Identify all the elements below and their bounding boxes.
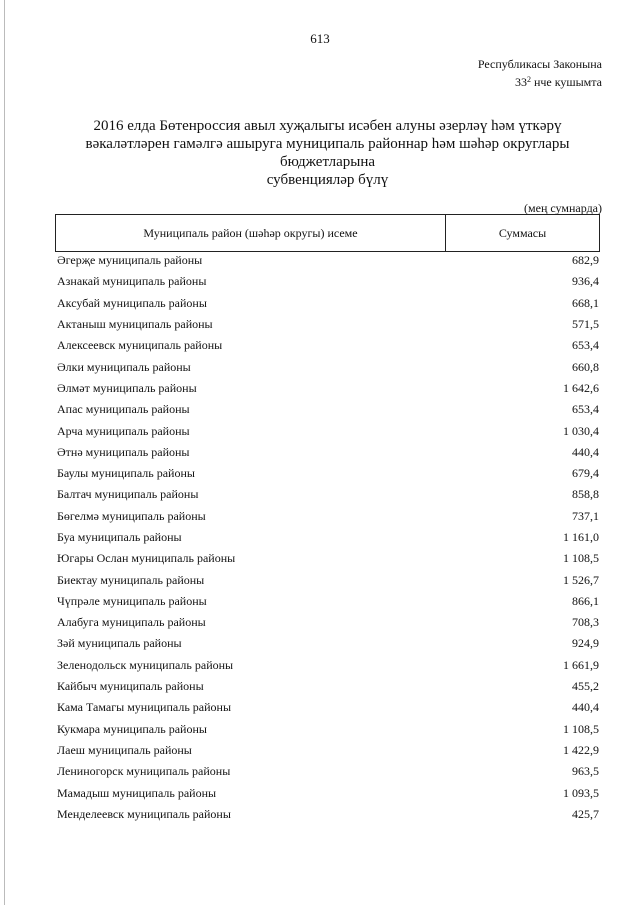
district-name: Югары Ослан муниципаль районы bbox=[57, 551, 236, 566]
table-row bbox=[57, 271, 599, 292]
district-name: Азнакай муниципаль районы bbox=[57, 274, 207, 289]
annex-reference bbox=[478, 56, 602, 90]
table-row bbox=[57, 356, 599, 377]
table-row bbox=[57, 442, 599, 463]
annex-suffix: нче кушымта bbox=[530, 75, 602, 89]
district-name: Менделеевск муниципаль районы bbox=[57, 806, 231, 821]
district-name: Лаеш муниципаль районы bbox=[57, 742, 192, 757]
district-name: Әгерҗе муниципаль районы bbox=[57, 253, 203, 268]
table-row bbox=[57, 612, 599, 633]
subvention-amount: 571,5 bbox=[572, 317, 599, 332]
district-name: Аксубай муниципаль районы bbox=[57, 295, 207, 310]
subvention-amount: 425,7 bbox=[572, 806, 599, 821]
district-name: Алабуга муниципаль районы bbox=[57, 615, 206, 630]
annex-line-1: Республикасы Законына bbox=[477, 57, 602, 71]
subvention-amount: 858,8 bbox=[572, 487, 599, 502]
subvention-amount: 1 108,5 bbox=[563, 551, 599, 566]
subvention-amount: 1 108,5 bbox=[563, 721, 599, 736]
subvention-amount: 1 526,7 bbox=[563, 572, 599, 587]
title-line-3: бюджетларына bbox=[279, 154, 376, 170]
table-row bbox=[57, 782, 599, 803]
district-name: Баулы муниципаль районы bbox=[57, 466, 195, 481]
table-row bbox=[57, 761, 599, 782]
table-row bbox=[57, 697, 599, 718]
district-name: Бөгелмә муниципаль районы bbox=[57, 508, 206, 523]
table-row bbox=[57, 655, 599, 676]
subvention-amount: 440,4 bbox=[572, 444, 599, 459]
district-name: Әтнә муниципаль районы bbox=[57, 444, 190, 459]
subvention-amount: 653,4 bbox=[572, 402, 599, 417]
annex-number: 33 bbox=[514, 75, 527, 89]
district-name: Балтач муниципаль районы bbox=[57, 487, 199, 502]
district-name: Буа муниципаль районы bbox=[57, 530, 182, 544]
district-name: Зәй муниципаль районы bbox=[57, 636, 182, 651]
subvention-amount: 1 642,6 bbox=[563, 380, 599, 395]
subvention-amount: 1 661,9 bbox=[563, 657, 599, 672]
annex-superscript: 2 bbox=[526, 75, 531, 84]
district-name: Чүпрәле муниципаль районы bbox=[57, 593, 207, 608]
subvention-amount: 679,4 bbox=[572, 466, 599, 481]
table-row bbox=[57, 314, 599, 335]
district-name: Алексеевск муниципаль районы bbox=[57, 338, 223, 353]
page-number: 613 bbox=[310, 31, 330, 46]
table-row bbox=[57, 569, 599, 590]
table-row bbox=[57, 463, 599, 484]
document-title bbox=[55, 117, 600, 189]
subvention-amount: 1 093,5 bbox=[563, 785, 599, 800]
scan-margin-line bbox=[4, 0, 5, 905]
table-row bbox=[57, 527, 599, 548]
district-name: Кама Тамагы муниципаль районы bbox=[57, 700, 232, 715]
subvention-amount: 1 422,9 bbox=[563, 742, 599, 757]
units-note: (мең сумнарда) bbox=[524, 201, 602, 215]
district-name: Лениногорск муниципаль районы bbox=[57, 764, 231, 779]
header-name-column: Муниципаль район (шәһәр округы) исеме bbox=[56, 215, 446, 251]
table-row bbox=[57, 548, 599, 569]
table-body bbox=[57, 250, 599, 825]
table-row bbox=[57, 676, 599, 697]
table-row bbox=[57, 293, 599, 314]
district-name: Әлмәт муниципаль районы bbox=[57, 380, 197, 395]
table-row bbox=[57, 250, 599, 271]
table-row bbox=[57, 484, 599, 505]
subvention-amount: 1 161,0 bbox=[563, 530, 599, 544]
table-row bbox=[57, 420, 599, 441]
district-name: Кайбыч муниципаль районы bbox=[57, 679, 204, 694]
subvention-amount: 682,9 bbox=[572, 253, 599, 268]
district-name: Мамадыш муниципаль районы bbox=[57, 785, 217, 800]
subvention-amount: 936,4 bbox=[572, 274, 599, 289]
table-header bbox=[55, 214, 600, 252]
district-name: Әлки муниципаль районы bbox=[57, 359, 191, 374]
subvention-amount: 668,1 bbox=[572, 295, 599, 310]
subvention-amount: 653,4 bbox=[572, 338, 599, 353]
district-name: Биектау муниципаль районы bbox=[57, 572, 205, 587]
district-name: Кукмара муниципаль районы bbox=[57, 721, 207, 736]
table-row bbox=[57, 378, 599, 399]
table-row bbox=[57, 399, 599, 420]
title-line-2: вәкаләтләрен гамәлгә ашыруга муниципаль районнар һәм шәһәр округлары bbox=[85, 136, 570, 152]
table-row bbox=[57, 804, 599, 825]
table-row bbox=[57, 335, 599, 356]
table-row bbox=[57, 719, 599, 740]
title-line-4: субвенцияләр бүлү bbox=[266, 172, 389, 188]
subvention-amount: 924,9 bbox=[572, 636, 599, 651]
table-row bbox=[57, 633, 599, 654]
subvention-amount: 660,8 bbox=[572, 359, 599, 374]
table-row bbox=[57, 591, 599, 612]
table-row bbox=[57, 740, 599, 761]
district-name: Зеленодольск муниципаль районы bbox=[57, 657, 234, 672]
subvention-amount: 1 030,4 bbox=[563, 423, 599, 438]
table-row bbox=[57, 506, 599, 527]
district-name: Арча муниципаль районы bbox=[57, 423, 190, 438]
subvention-amount: 455,2 bbox=[572, 679, 599, 694]
district-name: Актаныш муниципаль районы bbox=[57, 317, 213, 332]
header-sum-column: Суммасы bbox=[498, 225, 547, 240]
annex-line-2 bbox=[478, 72, 602, 90]
district-name: Апас муниципаль районы bbox=[57, 402, 190, 417]
subvention-amount: 963,5 bbox=[572, 764, 599, 779]
subvention-amount: 708,3 bbox=[572, 615, 599, 630]
subvention-amount: 440,4 bbox=[572, 700, 599, 715]
subvention-amount: 737,1 bbox=[572, 508, 599, 523]
title-line-1: 2016 елда Бөтенроссия авыл хуҗалыгы исәбен алуны әзерләү һәм үткәрү bbox=[93, 118, 562, 134]
subvention-amount: 866,1 bbox=[572, 593, 599, 608]
